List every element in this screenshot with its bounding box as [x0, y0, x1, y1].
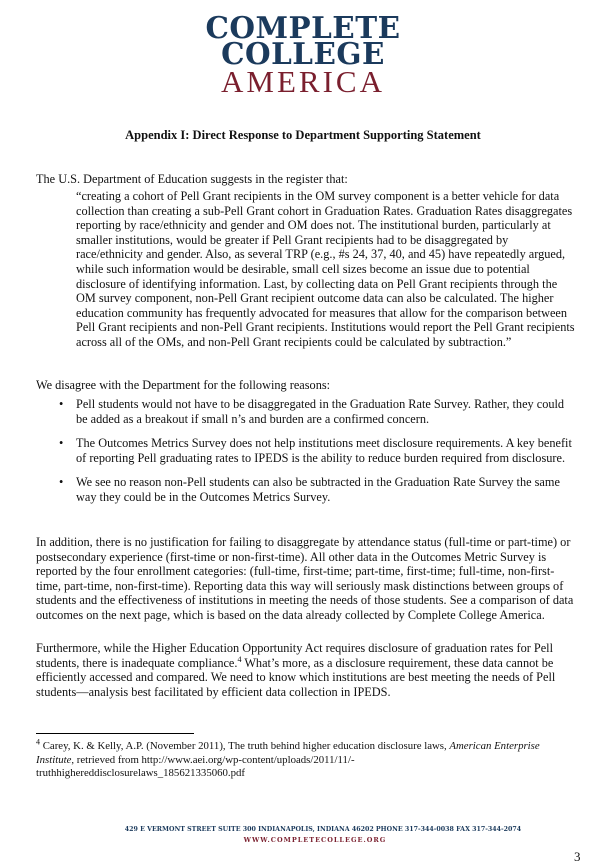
list-item-text: We see no reason non-Pell students can also be subtracted in the Graduation Rate Survey the same way they could be in the Outcomes Metrics Survey.: [76, 475, 560, 504]
footer-url[interactable]: WWW.COMPLETECOLLEGE.ORG: [243, 836, 387, 844]
footnote: [36, 737, 556, 781]
footnote-number: 4: [36, 737, 40, 747]
disagree-intro: We disagree with the Department for the following reasons:: [36, 378, 331, 392]
paragraph-text: What’s more, as a disclosure requirement, these data cannot be efficiently accessed and compared. We need to know which institutions are best meeting the needs of Pell students—analysis best facilitated by efficient data collection in IPEDS.: [36, 655, 556, 699]
list-item-text: The Outcomes Metrics Survey does not help institutions meet disclosure requirements. A key benefit of reporting Pell graduating rates to IPEDS is the ability to reduce burden required from disclosure.: [76, 436, 572, 465]
bullet-icon: •: [59, 475, 64, 490]
logo-line-complete: COMPLETE: [205, 11, 401, 46]
list-item-text: Pell students would not have to be disaggregated in the Graduation Rate Survey. Rather, they could be added as a breakout if small n’s and burden are a confirmed concern.: [76, 397, 565, 426]
paragraph-text: Furthermore, while the Higher Education Opportunity Act requires disclosure of graduation rates for Pell students, there is inadequate compliance.: [36, 641, 554, 670]
bullet-icon: •: [59, 397, 64, 411]
logo-line-america: AMERICA: [221, 64, 385, 99]
appendix-heading: Appendix I: Direct Response to Department Supporting Statement: [125, 128, 481, 142]
footnote-text: Carey, K. & Kelly, A.P. (November 2011), The truth behind higher education disclosure laws,: [40, 740, 450, 752]
footer-address: 429 E VERMONT STREET SUITE 300 INDIANAPOLIS, INDIANA 46202 PHONE 317-344-0038 FAX 317-344-2074: [124, 826, 522, 833]
list-item: [36, 397, 576, 426]
block-quote: “creating a cohort of Pell Grant recipients in the OM survey component is a better vehicle for data collection than creating a sub-Pell Grant cohort in Graduation Rates. Graduation Rates disaggregates reporting by race/ethnicity and gender and OM does not. The institutional burden, particularly at smaller institutions, would be greater if Pell Grant recipients had to be disaggregated by race/ethnicity and gender. Also, as several TRP (e.g., #s 24, 37, 40, and 45) have repeatedly argued, while such information would be desirable, small cell sizes become an issue due to potential disclosure of identifying information. Last, by collecting data on Pell Grant recipients through the OM survey component, non-Pell Grant recipient outcome data can also be calculated. The higher education community has frequently advocated for measures that allow for the comparison between Pell Grant recipients and non-Pell Grant recipients. Institutions would report the Pell Grant recipients across all of the OMs, and non-Pell Grant recipients could be calculated by subtraction.”: [76, 189, 575, 349]
page-number: 3: [574, 849, 581, 864]
intro-paragraph: The U.S. Department of Education suggests in the register that:: [36, 172, 348, 186]
logo-line-college: COLLEGE: [221, 37, 385, 72]
footnote-publisher: American Enterprise Institute: [36, 740, 540, 766]
reasons-list: [36, 397, 576, 515]
list-item: [36, 475, 576, 504]
list-item: [36, 436, 576, 465]
paragraph-furthermore: [36, 641, 576, 699]
paragraph-addition: In addition, there is no justification for failing to disaggregate by attendance status (full-time or part-time) or postsecondary experience (first-time or non-first-time). All other data in the Outcomes Metric Survey is reported by the four enrollment categories: (full-time, first-time; part-time, first-time; full-time, non-first-time, part-time, non-first-time). Reporting data this way will seriously mask distinctions between groups of students and the effectiveness of institutions in meeting the needs of those students. See a comparison of data outcomes on the next page, which is based on the data already collected by Complete College America.: [36, 535, 574, 622]
footnote-reference[interactable]: 4: [237, 654, 242, 664]
footnote-text: , retrieved from http://www.aei.org/wp-content/uploads/2011/11/-truthhighereddisclosurelaws_185621335060.pdf: [36, 753, 355, 779]
bullet-icon: •: [59, 436, 64, 451]
footnote-divider: [36, 733, 194, 734]
